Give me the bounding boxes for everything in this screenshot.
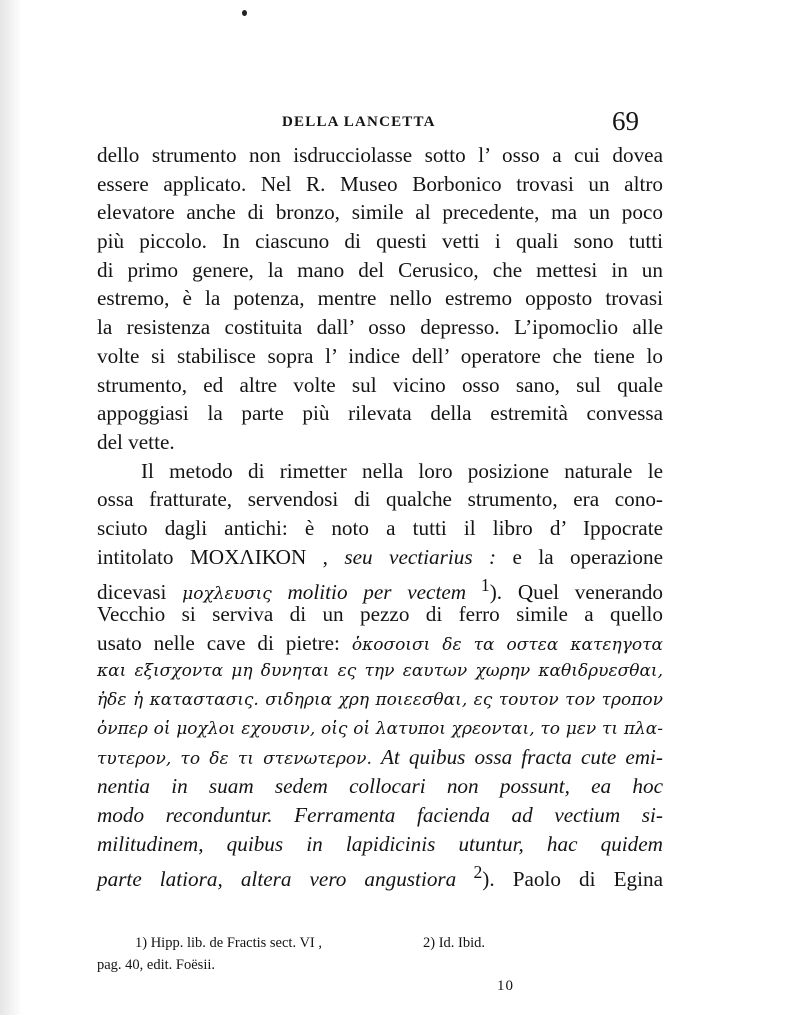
text-line: elevatore anche di bronzo, simile al precedente, ma un poco <box>97 200 663 225</box>
text-line: la resistenza costituita dall’ osso depresso. L’ipomoclio alle <box>97 315 663 340</box>
text-line <box>97 743 663 772</box>
running-title: DELLA LANCETTA <box>282 114 436 130</box>
text-line: essere applicato. Nel R. Museo Borbonico trovasi un altro <box>97 171 663 196</box>
text-line: volte si stabilisce sopra l’ indice dell’ operatore che tiene lo <box>97 343 663 368</box>
latin-text: parte latiora, altera vero angustiora <box>97 867 457 892</box>
greek-text: τυτερον, το δε τι στενωτερον. <box>97 749 372 770</box>
latin-text: At quibus ossa fracta cute emi- <box>371 745 663 770</box>
text-line <box>97 858 663 892</box>
footnote-ref: 2 <box>456 862 483 883</box>
text-run: ). Quel venerando <box>489 580 663 605</box>
text-line: strumento, ed altre volte sul vicino osso sano, sul quale <box>97 372 663 397</box>
latin-line: militudinem, quibus in lapidicinis utuntur, hac quidem <box>97 831 663 856</box>
greek-line: και εξισχοντα μη δυνηται ες την εαυτων χωρην καθιδρυεσθαι, <box>97 661 663 682</box>
text-line: del vette. <box>97 429 175 454</box>
text-line: appoggiasi la parte più rilevata della estremità convessa <box>97 401 663 426</box>
latin-text: seu vectiarius : <box>344 544 497 569</box>
page-header <box>0 106 800 140</box>
greek-book-title: ΜΟΧΛΙΚΟΝ <box>189 544 307 569</box>
greek-text: ὁκοσοισι δε τα οστεα κατεηγοτα <box>351 634 663 655</box>
text-run: ). Paolo di Egina <box>482 867 663 892</box>
signature-mark: 10 <box>497 978 514 994</box>
text-line <box>97 543 663 572</box>
text-line: ossa fratturate, servendosi di qualche strumento, era cono- <box>97 487 663 512</box>
text-run: usato nelle cave di pietre: <box>97 630 352 655</box>
page-edge-shadow <box>0 0 22 1015</box>
greek-line: ὁνπερ οἱ μοχλοι εχουσιν, οἱς οἱ λατυποι χρεονται, το μεν τι πλα- <box>97 718 663 739</box>
text-line: Vecchio si serviva di un pezzo di ferro simile a quello <box>97 602 663 626</box>
footnote-ref: 1 <box>466 575 490 596</box>
text-line <box>97 571 663 605</box>
footnote-2: 2) Id. Ibid. <box>423 935 486 951</box>
latin-line: nentia in suam sedem collocari non possunt, ea hoc <box>97 774 663 799</box>
latin-text: molitio per vectem <box>271 580 467 605</box>
ink-speck <box>242 10 247 16</box>
footnote-text: pag. 40, edit. Foësii. <box>97 957 216 973</box>
greek-line: ἠδε ἡ καταστασις. σιδηρια χρη ποιεεσθαι, ες τουτον τον τροπον <box>97 690 663 711</box>
text-run: intitolato <box>97 544 190 569</box>
text-line <box>97 629 663 658</box>
page-number: 69 <box>612 106 639 136</box>
footnote-text: 1) Hipp. lib. de Fractis sect. VI , <box>135 935 322 951</box>
latin-line: modo reconduntur. Ferramenta facienda ad vectium si- <box>97 802 663 827</box>
footnote-1 <box>97 932 397 976</box>
greek-text: μοχλευσις <box>182 584 272 605</box>
text-line: sciuto dagli antichi: è noto a tutti il libro d’ Ippocrate <box>97 515 663 540</box>
text-line: più piccolo. In ciascuno di questi vetti i quali sono tutti <box>97 229 663 254</box>
text-line: estremo, è la potenza, mentre nello estremo opposto trovasi <box>97 286 663 311</box>
text-run: dicevasi <box>97 580 183 605</box>
text-line: Il metodo di rimetter nella loro posizione naturale le <box>141 458 663 483</box>
body-text <box>97 141 663 892</box>
text-line: di primo genere, la mano del Cerusico, che mettesi in un <box>97 257 663 282</box>
text-run: e la operazione <box>496 544 663 569</box>
text-run: , <box>306 544 345 569</box>
text-line: dello strumento non isdrucciolasse sotto l’ osso a cui dovea <box>97 143 663 167</box>
